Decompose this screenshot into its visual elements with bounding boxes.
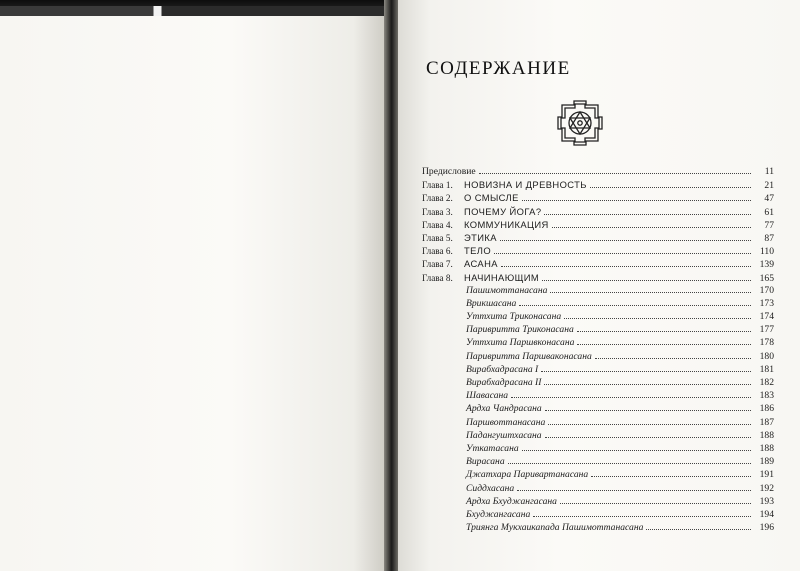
toc-asana-entry[interactable] [422, 482, 774, 495]
asana-title: Джатхара Паривартанасана [466, 469, 589, 481]
dot-leader [542, 272, 751, 281]
asana-title: Шавасана [466, 390, 509, 402]
chapter-number: Глава 3. [422, 206, 453, 217]
toc-asana-entry[interactable] [422, 442, 774, 455]
toc-entry-chapter-4[interactable] [422, 218, 774, 231]
toc-asana-entry[interactable] [422, 402, 774, 415]
asana-title: Ардха Бхуджангасана [466, 495, 557, 507]
asana-title: Вирасана [466, 456, 505, 468]
toc-page-number: 180 [759, 350, 774, 362]
toc-asana-entry[interactable] [422, 323, 774, 336]
asana-title: Паривритта Паршваконасана [466, 350, 592, 362]
toc-page-number: 110 [759, 246, 774, 258]
asana-title: Уттхита Паршвконасана [466, 337, 575, 349]
toc-asana-entry[interactable] [422, 297, 774, 310]
toc-page-number: 189 [759, 456, 774, 468]
toc-page-number: 183 [759, 390, 774, 402]
asana-title: Триянга Мукхаикапада Пашимоттанасана [466, 522, 644, 534]
toc-page-number: 181 [759, 363, 774, 375]
toc-page-number: 194 [759, 508, 774, 520]
dot-leader [590, 179, 751, 188]
dot-leader [479, 165, 751, 174]
dot-leader [545, 402, 751, 411]
toc-asana-entry[interactable] [422, 284, 774, 297]
asana-title: Пашимоттанасана [466, 284, 548, 296]
toc-entry-title: НАЧИНАЮЩИМ [464, 271, 540, 283]
dot-leader [550, 284, 751, 293]
yantra-icon [556, 95, 604, 151]
toc-entry-title: ПОЧЕМУ ЙОГА? [464, 205, 542, 217]
toc-page-number: 196 [759, 522, 774, 534]
dot-leader [595, 350, 751, 359]
asana-title: Уттхита Триконасана [466, 311, 562, 323]
asana-title: Ардха Чандрасана [466, 403, 542, 415]
toc-page-number: 61 [764, 206, 774, 218]
toc-page-number: 186 [759, 403, 774, 415]
toc-asana-entry[interactable] [422, 350, 774, 363]
dot-leader [519, 297, 751, 306]
dot-leader [577, 336, 751, 345]
asana-title: Врикшасана [466, 297, 517, 309]
toc-entry-chapter-1[interactable] [422, 178, 774, 191]
dot-leader [533, 508, 751, 517]
toc-entry-title: КОММУНИКАЦИЯ [464, 218, 549, 230]
toc-entry-chapter-6[interactable] [422, 244, 774, 257]
asana-title: Вирабхадрасана II [466, 377, 542, 388]
toc-page-number: 182 [759, 377, 774, 388]
toc-page-number: 188 [759, 429, 774, 441]
dot-leader [541, 363, 751, 372]
toc-asana-entry[interactable] [422, 363, 774, 376]
toc-asana-entry[interactable] [422, 495, 774, 508]
toc-entry-chapter-7[interactable] [422, 257, 774, 270]
dot-leader [508, 455, 751, 464]
chapter-number: Глава 7. [422, 259, 453, 270]
toc-page-number: 174 [759, 311, 774, 323]
dot-leader [544, 206, 751, 215]
dot-leader [646, 521, 751, 530]
asana-title: Уткатасана [466, 442, 519, 454]
toc-asana-entry[interactable] [422, 336, 774, 349]
book-gutter [384, 0, 398, 571]
toc-asana-entry[interactable] [422, 508, 774, 521]
left-page-top-strip [0, 6, 384, 16]
asana-title: Вирабхадрасана I [466, 363, 539, 375]
toc-page-number: 165 [759, 272, 774, 284]
toc-entry-chapter-2[interactable] [422, 191, 774, 204]
toc-asana-entry[interactable] [422, 376, 774, 389]
toc-asana-entry[interactable] [422, 521, 774, 534]
toc-page-number: 178 [759, 337, 774, 349]
toc-page-number: 139 [759, 259, 774, 271]
toc-asana-entry[interactable] [422, 455, 774, 468]
toc-page-number: 87 [764, 232, 774, 244]
toc-page-number: 47 [764, 193, 774, 205]
left-page [0, 6, 384, 571]
toc-entry-title: АСАНА [464, 258, 498, 270]
table-of-contents [422, 165, 774, 534]
toc-page-number: 187 [759, 416, 774, 428]
asana-title: Падангуштхасана [466, 429, 542, 441]
toc-page-number: 170 [759, 284, 774, 296]
toc-asana-entry[interactable] [422, 389, 774, 402]
asana-title: Сиддхасана [466, 482, 515, 494]
toc-entry-title: Предисловие [422, 166, 476, 177]
dot-leader [511, 389, 751, 398]
dot-leader [522, 192, 751, 201]
dot-leader [522, 442, 751, 451]
toc-entry-title: ЭТИКА [464, 231, 497, 243]
chapter-number: Глава 6. [422, 246, 453, 257]
toc-entry-chapter-8[interactable] [422, 271, 774, 284]
toc-entry-title: ТЕЛО [464, 245, 492, 257]
asana-title: Бхуджангасана [466, 508, 531, 520]
dot-leader [501, 258, 751, 267]
page-title: СОДЕРЖАНИЕ [426, 58, 571, 79]
toc-page-number: 192 [759, 482, 774, 494]
chapter-number: Глава 2. [422, 193, 453, 204]
toc-asana-entry[interactable] [422, 416, 774, 429]
toc-entry-title: О СМЫСЛЕ [464, 192, 519, 204]
toc-page-number: 77 [764, 219, 774, 231]
toc-page-number: 193 [759, 495, 774, 507]
dot-leader [560, 495, 751, 504]
toc-page-number: 188 [759, 442, 774, 454]
dot-leader [591, 468, 751, 477]
dot-leader [545, 429, 751, 438]
chapter-number: Глава 8. [422, 272, 453, 283]
dot-leader [494, 245, 751, 254]
toc-page-number: 177 [759, 324, 774, 336]
toc-entry-chapter-3[interactable] [422, 205, 774, 218]
chapter-number: Глава 4. [422, 219, 453, 230]
asana-title: Паривритта Триконасана [466, 324, 574, 336]
toc-page-number: 21 [764, 180, 774, 192]
toc-entry-preface[interactable] [422, 165, 774, 178]
dot-leader [552, 219, 751, 228]
dot-leader [548, 416, 751, 425]
chapter-number: Глава 1. [422, 180, 453, 191]
toc-asana-entry[interactable] [422, 310, 774, 323]
dot-leader [500, 232, 751, 241]
chapter-number: Глава 5. [422, 232, 453, 243]
dot-leader [517, 482, 751, 491]
toc-asana-entry[interactable] [422, 429, 774, 442]
dot-leader [577, 323, 751, 332]
toc-entry-chapter-5[interactable] [422, 231, 774, 244]
toc-page-number: 173 [759, 297, 774, 309]
dot-leader [544, 376, 751, 385]
asana-title: Паршвоттанасана [466, 416, 546, 428]
dot-leader [564, 310, 751, 319]
toc-asana-entry[interactable] [422, 468, 774, 481]
toc-entry-title: НОВИЗНА И ДРЕВНОСТЬ [464, 179, 587, 191]
toc-page-number: 11 [764, 166, 774, 177]
toc-page-number: 191 [759, 469, 774, 481]
